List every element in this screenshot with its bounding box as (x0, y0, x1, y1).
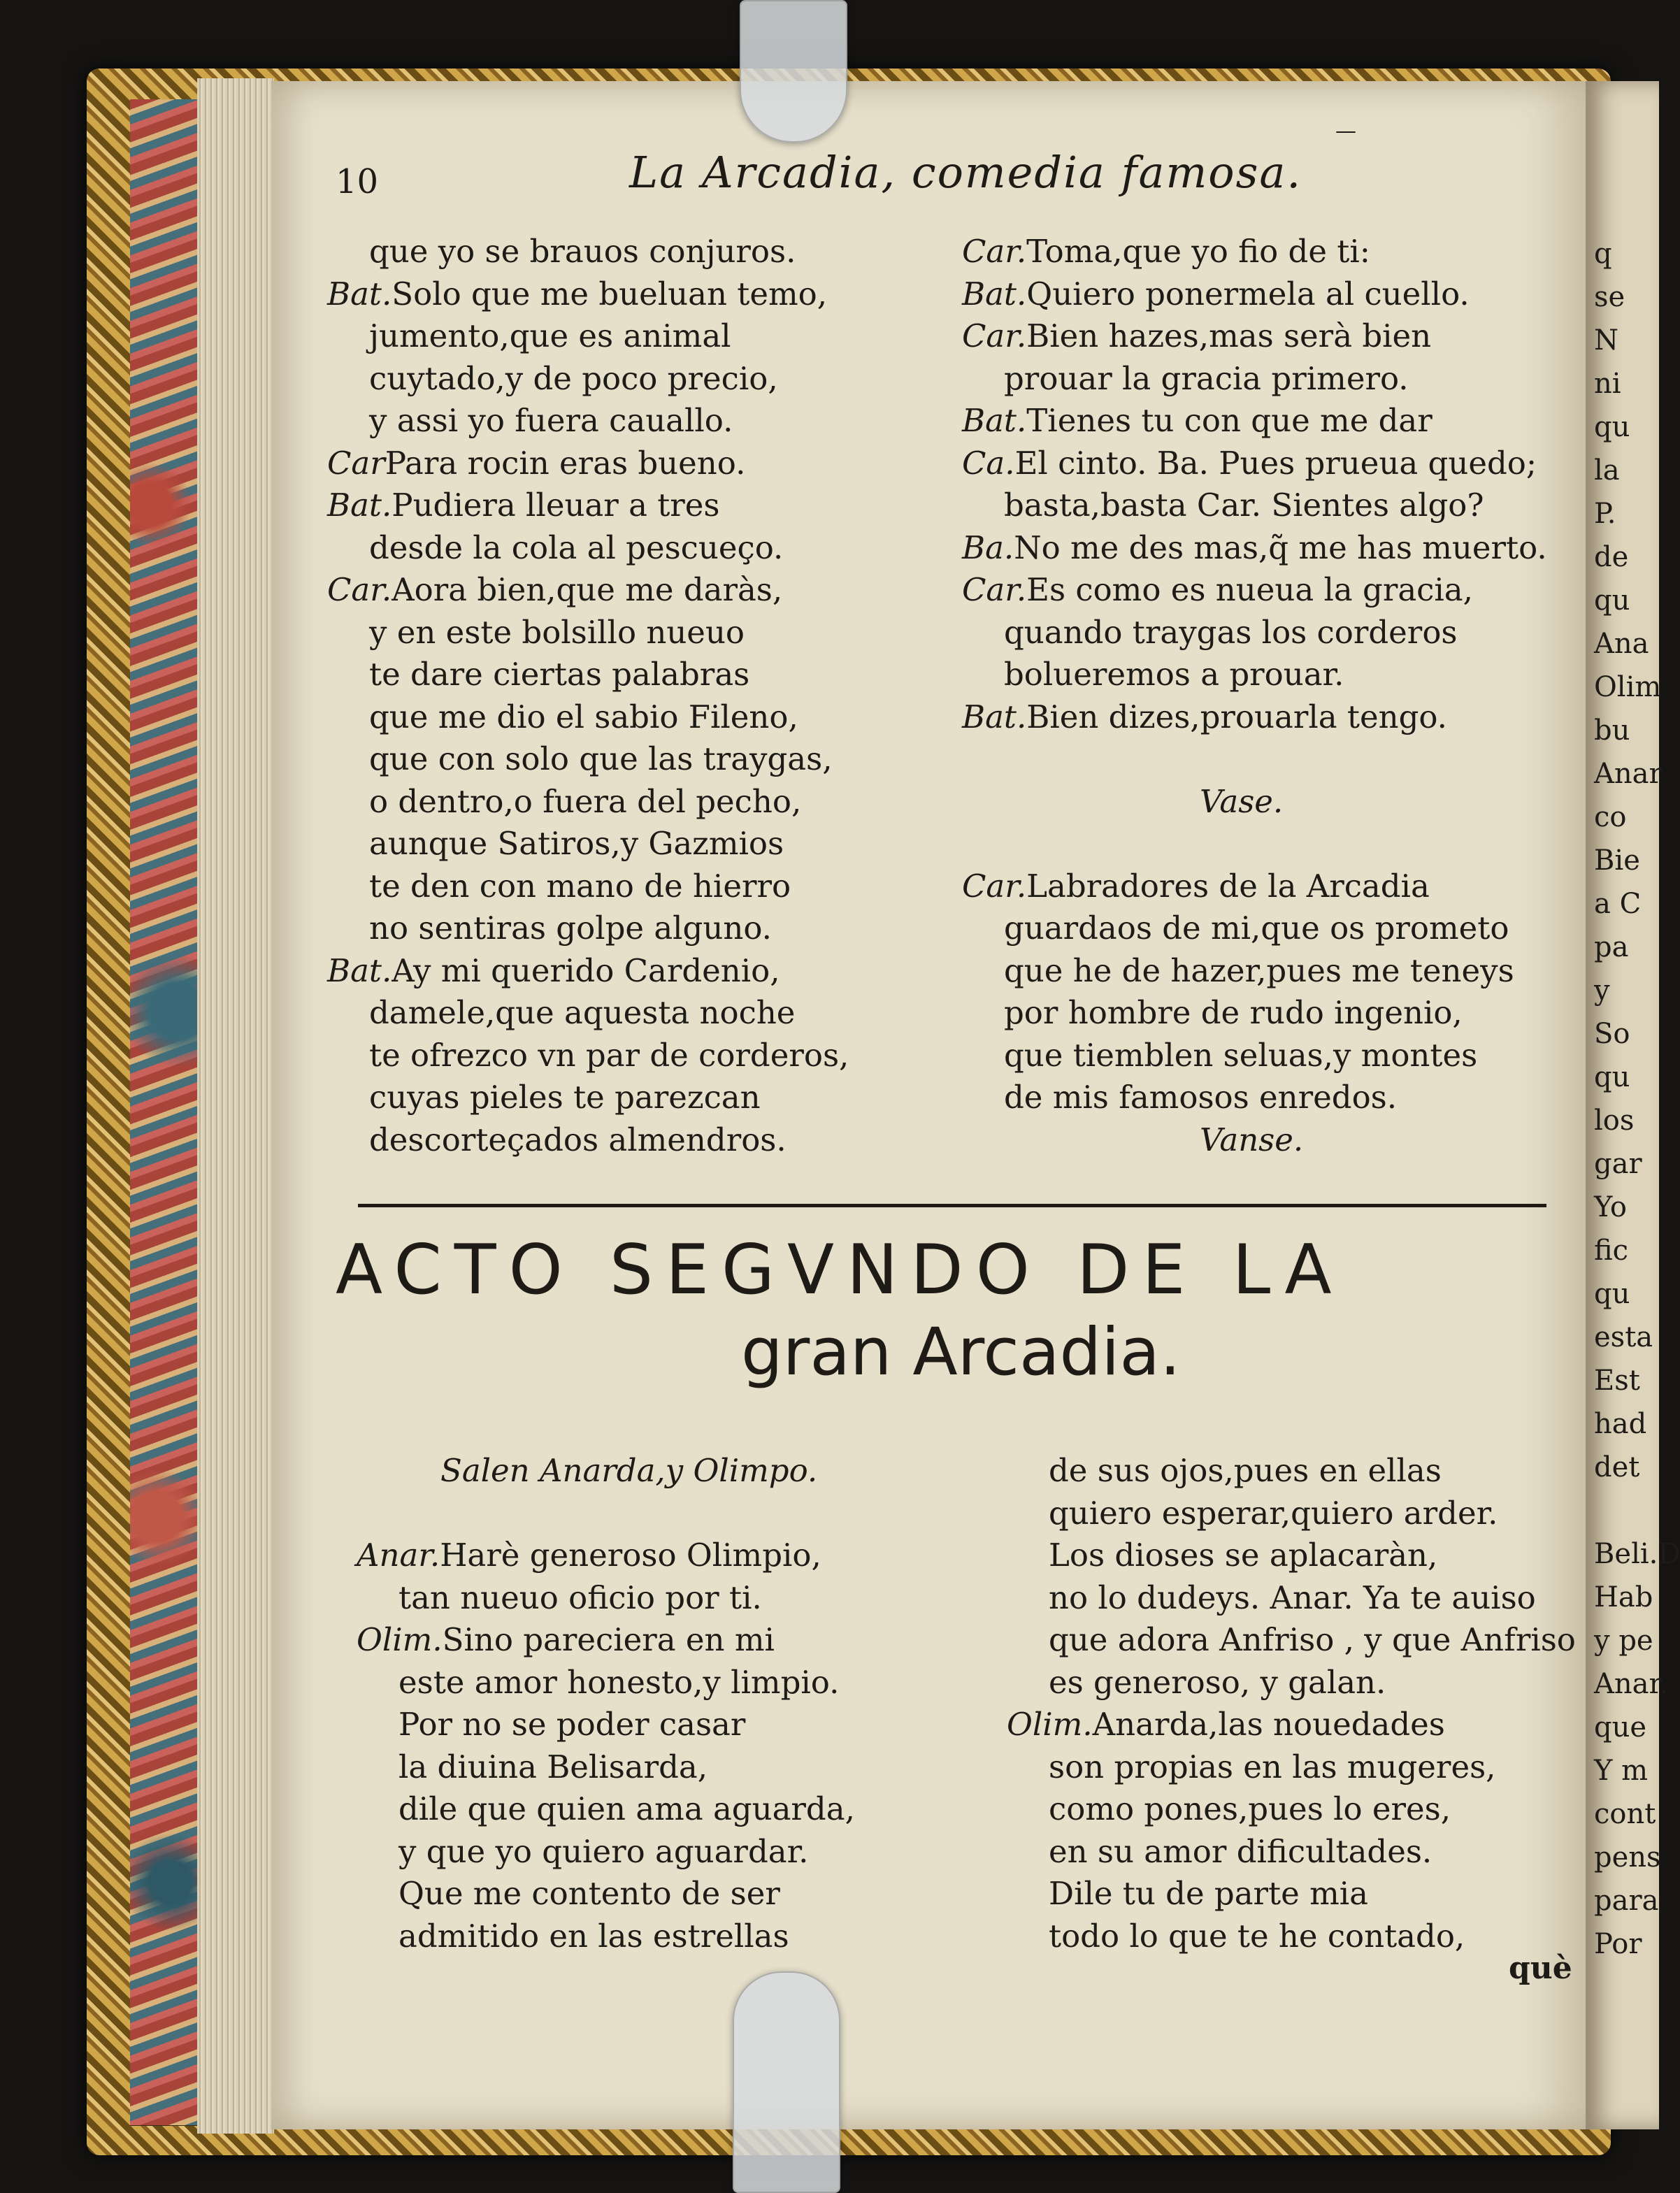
speaker-label: Car. (962, 867, 1027, 905)
right-column-top (962, 231, 1547, 1161)
verse-line (962, 484, 1547, 527)
facing-page-fragment: se (1594, 281, 1625, 313)
verse-text: Bien hazes,mas serà bien (1026, 317, 1432, 354)
verse-text: Toma,que yo fio de ti: (1026, 233, 1370, 270)
facing-page-fragment: q (1594, 238, 1612, 270)
verse-text: descorteçados almendros. (369, 1121, 787, 1158)
verse-line (327, 738, 849, 781)
verse-line (327, 950, 849, 993)
speaker-label: Bat. (327, 275, 392, 312)
verse-line (1007, 1746, 1576, 1789)
left-column-top (327, 231, 849, 1161)
verse-text: y assi yo fuera cauallo. (369, 402, 733, 439)
verse-text: como pones,pues lo eres, (1049, 1790, 1451, 1827)
verse-line (962, 1035, 1547, 1077)
facing-page-fragment: co (1594, 801, 1627, 833)
act-heading: ACTO SEGVNDO DE LA (336, 1230, 1344, 1310)
verse-text: Solo que me bueluan temo, (392, 275, 828, 312)
speaker-label: Bat. (962, 402, 1027, 439)
marbled-page-edge (130, 99, 197, 2125)
verse-line (962, 315, 1547, 358)
facing-page-fragment: Hab (1594, 1581, 1653, 1613)
verse-text: Harè generoso Olimpio, (440, 1537, 821, 1574)
verse-text: desde la cola al pescueço. (369, 529, 784, 566)
facing-page-fragment: Olim (1594, 671, 1662, 703)
left-column-bottom (357, 1450, 855, 1957)
verse-text: Aora bien,que me daràs, (392, 571, 783, 608)
verse-line (1007, 1493, 1576, 1535)
head-mark: — (1335, 119, 1356, 143)
verse-text: Vase. (1200, 782, 1284, 820)
verse-line (962, 992, 1547, 1035)
verse-text: que he de hazer,pues me teneys (1004, 951, 1514, 989)
verse-text: prouar la gracia primero. (1004, 359, 1409, 397)
verse-line (962, 569, 1547, 612)
verse-line (327, 231, 849, 273)
speaker-label: Bat. (327, 951, 392, 989)
facing-page-fragment: y pe (1594, 1625, 1653, 1657)
verse-line (327, 400, 849, 443)
verse-text: quiero esperar,quiero arder. (1049, 1494, 1498, 1532)
verse-line (357, 1873, 855, 1915)
verse-text: que me dio el sabio Fileno, (369, 698, 798, 735)
verse-line (327, 781, 849, 824)
facing-page-fragment: gar (1594, 1148, 1642, 1180)
page-stack-edge (197, 78, 274, 2134)
verse-text: te den con mano de hierro (369, 867, 791, 905)
verse-text: jumento,que es animal (369, 317, 731, 354)
verse-line (357, 1662, 855, 1704)
verse-line (327, 527, 849, 570)
verse-line (1007, 1873, 1576, 1915)
verse-line (357, 1619, 855, 1662)
verse-line (327, 823, 849, 865)
verse-text: es generoso, y galan. (1049, 1663, 1386, 1701)
speaker-label: Car. (962, 571, 1027, 608)
verse-text: quando traygas los corderos (1004, 613, 1458, 651)
verse-text: Es como es nueua la gracia, (1026, 571, 1473, 608)
facing-page-fragment: fic (1594, 1235, 1629, 1267)
verse-text: y en este bolsillo nueuo (369, 613, 745, 651)
act-subheading: gran Arcadia. (741, 1314, 1181, 1390)
verse-line (1007, 1619, 1576, 1662)
verse-text: Dile tu de parte mia (1049, 1875, 1368, 1912)
verse-line (327, 907, 849, 950)
verse-line (962, 950, 1547, 993)
verse-line (1007, 1831, 1576, 1874)
verse-line (327, 484, 849, 527)
verse-line (327, 1077, 849, 1119)
verse-text: aunque Satiros,y Gazmios (369, 825, 784, 862)
verse-line (962, 273, 1547, 316)
speaker-label: Ba. (962, 529, 1014, 566)
verse-text: dile que quien ama aguarda, (399, 1790, 855, 1827)
verse-text: Ay mi querido Cardenio, (392, 951, 780, 989)
verse-line (962, 443, 1547, 485)
facing-page-fragment: qu (1594, 1278, 1630, 1310)
verse-text: de sus ojos,pues en ellas (1049, 1452, 1442, 1489)
verse-text: no lo dudeys. Anar. Ya te auiso (1049, 1579, 1536, 1616)
verse-line (962, 527, 1547, 570)
verse-line (1007, 1662, 1576, 1704)
facing-page-fragment (1594, 1488, 1680, 1531)
verse-text: No me des mas,q̃ me has muerto. (1014, 529, 1547, 566)
facing-page-fragment: Y m (1594, 1755, 1649, 1787)
verse-text: cuytado,y de poco precio, (369, 359, 778, 397)
verse-text: guardaos de mi,que os prometo (1004, 909, 1509, 947)
section-rule (358, 1204, 1546, 1207)
facing-page-fragment: So (1594, 1018, 1630, 1050)
facing-page-fragment: que (1594, 1711, 1647, 1743)
verse-line (962, 358, 1547, 401)
verse-line (1007, 1534, 1576, 1577)
verse-text: Pudiera lleuar a tres (392, 487, 720, 524)
page-clip-bottom (733, 1971, 840, 2193)
verse-line (962, 907, 1547, 950)
facing-page-text (1594, 231, 1680, 1964)
catchword: què (1509, 1950, 1572, 1986)
verse-text: o dentro,o fuera del pecho, (369, 782, 802, 820)
verse-line (962, 696, 1547, 739)
verse-line (327, 696, 849, 739)
speaker-label: Car (327, 444, 385, 482)
facing-page-fragment: cont (1594, 1798, 1656, 1830)
facing-page-fragment: ni (1594, 368, 1621, 400)
verse-text: Los dioses se aplacaràn, (1049, 1537, 1438, 1574)
speaker-label: Car. (327, 571, 392, 608)
facing-page-fragment: Por (1594, 1928, 1642, 1960)
verse-text: Labradores de la Arcadia (1026, 867, 1430, 905)
facing-page-fragment: pa (1594, 931, 1629, 963)
verse-line (962, 400, 1547, 443)
verse-line (962, 1119, 1547, 1162)
verse-line (357, 1788, 855, 1831)
facing-page-fragment: la (1594, 454, 1620, 487)
speaker-label: Bat. (327, 487, 392, 524)
verse-text: damele,que aquesta noche (369, 994, 796, 1031)
speaker-label: Car. (962, 317, 1027, 354)
facing-page-fragment: Anar. (1594, 1668, 1668, 1700)
verse-text: por hombre de rudo ingenio, (1004, 994, 1463, 1031)
speaker-label: Olim. (357, 1621, 443, 1658)
verse-line (357, 1746, 855, 1789)
facing-page-fragment: P. (1594, 498, 1616, 530)
facing-page-fragment: y (1594, 975, 1610, 1007)
facing-page-fragment: Yo (1594, 1191, 1628, 1223)
verse-text: tan nueuo oficio por ti. (399, 1579, 762, 1616)
verse-line (357, 1915, 855, 1958)
verse-line (1007, 1450, 1576, 1493)
page-clip-top (740, 0, 847, 143)
right-column-bottom (1007, 1450, 1576, 1957)
verse-text: son propias en las mugeres, (1049, 1748, 1496, 1785)
verse-line (327, 358, 849, 401)
facing-page-fragment: had (1594, 1408, 1647, 1440)
verse-text: admitido en las estrellas (399, 1917, 789, 1955)
verse-text: Quiero ponermela al cuello. (1026, 275, 1470, 312)
verse-text: te dare ciertas palabras (369, 656, 750, 693)
running-head: La Arcadia, comedia famosa. (629, 147, 1302, 198)
facing-page-fragment: bu (1594, 714, 1630, 747)
facing-page-fragment: de (1594, 541, 1629, 573)
verse-text: bolueremos a prouar. (1004, 656, 1344, 693)
facing-page-fragment: esta (1594, 1321, 1653, 1353)
verse-text: Salen Anarda,y Olimpo. (440, 1452, 818, 1489)
verse-line (357, 1831, 855, 1874)
verse-line (962, 231, 1547, 273)
verse-line (327, 865, 849, 908)
facing-page-fragment: a C (1594, 888, 1642, 920)
verse-text: El cinto. Ba. Pues prueua quedo; (1014, 444, 1537, 482)
verse-text: cuyas pieles te parezcan (369, 1079, 761, 1116)
verse-line (327, 273, 849, 316)
verse-line (327, 1119, 849, 1162)
verse-text: que con solo que las traygas, (369, 740, 833, 777)
verse-text: basta,basta Car. Sientes algo? (1004, 487, 1484, 524)
verse-text: Tienes tu con que me dar (1026, 402, 1433, 439)
verse-line (962, 1077, 1547, 1119)
verse-line (962, 823, 1547, 865)
facing-page-fragment: Est (1594, 1365, 1640, 1397)
verse-text: Vanse. (1200, 1121, 1304, 1158)
verse-line (327, 992, 849, 1035)
verse-line (327, 443, 849, 485)
verse-text: Por no se poder casar (399, 1706, 746, 1743)
verse-line (1007, 1577, 1576, 1620)
verse-text: que yo se brauos conjuros. (369, 233, 796, 270)
verse-text: y que yo quiero aguardar. (399, 1832, 809, 1870)
facing-page-fragment: Bie (1594, 844, 1640, 877)
speaker-label: Bat. (962, 698, 1027, 735)
verse-text: este amor honesto,y limpio. (399, 1663, 840, 1701)
facing-page-fragment: para (1594, 1885, 1659, 1917)
verse-text: no sentiras golpe alguno. (369, 909, 772, 947)
verse-text: te ofrezco vn par de corderos, (369, 1036, 849, 1074)
speaker-label: Anar. (357, 1537, 440, 1574)
facing-page-fragment: det (1594, 1451, 1640, 1483)
verse-line (327, 612, 849, 654)
verse-text: todo lo que te he contado, (1049, 1917, 1465, 1955)
facing-page-fragment: qu (1594, 584, 1630, 617)
facing-page-fragment: Beli.D (1594, 1538, 1680, 1570)
verse-text: Bien dizes,prouarla tengo. (1026, 698, 1447, 735)
verse-line (1007, 1915, 1576, 1958)
verse-line (357, 1493, 855, 1535)
facing-page-fragment: qu (1594, 411, 1630, 443)
verse-line (327, 654, 849, 696)
verse-line (357, 1577, 855, 1620)
verse-line (1007, 1788, 1576, 1831)
verse-line (327, 1035, 849, 1077)
verse-line (1007, 1704, 1576, 1746)
facing-page-fragment: N (1594, 324, 1618, 357)
verse-line (327, 315, 849, 358)
speaker-label: Bat. (962, 275, 1027, 312)
speaker-label: Car. (962, 233, 1027, 270)
verse-line (962, 612, 1547, 654)
verse-text: que tiemblen seluas,y montes (1004, 1036, 1478, 1074)
verse-line (962, 738, 1547, 781)
page-number: 10 (336, 162, 379, 201)
verse-text: Sino pareciera en mi (442, 1621, 775, 1658)
verse-line (357, 1534, 855, 1577)
verse-text: la diuina Belisarda, (399, 1748, 708, 1785)
facing-page-fragment: Ana (1594, 628, 1649, 660)
speaker-label: Olim. (1007, 1706, 1093, 1743)
verse-line (962, 781, 1547, 824)
facing-page-fragment: Anar (1594, 758, 1663, 790)
verse-line (327, 569, 849, 612)
verse-text: Anarda,las nouedades (1092, 1706, 1445, 1743)
verse-text: Para rocin eras bueno. (385, 444, 746, 482)
facing-page-fragment: pens (1594, 1841, 1661, 1874)
verse-text: de mis famosos enredos. (1004, 1079, 1398, 1116)
verse-line (357, 1704, 855, 1746)
verse-text: en su amor dificultades. (1049, 1832, 1433, 1870)
verse-text: que adora Anfriso , y que Anfriso (1049, 1621, 1576, 1658)
verse-line (357, 1450, 855, 1493)
facing-page-fragment: qu (1594, 1061, 1630, 1093)
facing-page-fragment: los (1594, 1105, 1635, 1137)
verse-text: Que me contento de ser (399, 1875, 780, 1912)
verse-line (962, 654, 1547, 696)
speaker-label: Ca. (962, 444, 1015, 482)
verse-line (962, 865, 1547, 908)
